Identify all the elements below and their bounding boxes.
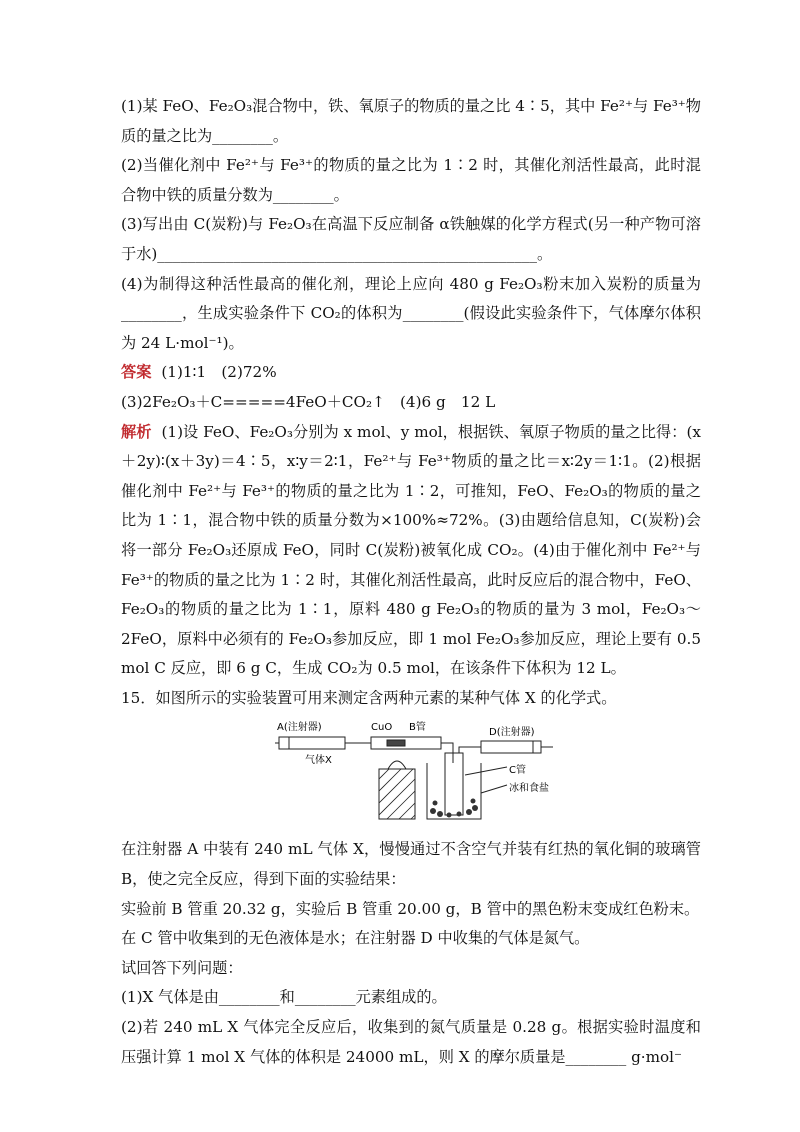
flame-icon <box>388 761 406 769</box>
tube-c <box>445 753 463 815</box>
q15-para-2: 实验前 B 管重 20.32 g，实验后 B 管重 20.00 g，B 管中的黑色粉末变成红色粉末。 <box>121 899 700 918</box>
label-gas-x: 气体X <box>305 755 332 767</box>
label-tube-c: C管 <box>509 765 526 777</box>
explanation-label: 解析 <box>121 422 152 441</box>
q15-stem: 15．如图所示的实验装置可用来测定含两种元素的某种气体 X 的化学式。 <box>121 688 617 707</box>
label-cuo: CuO <box>371 722 393 734</box>
q14-part1: (1)某 FeO、Fe₂O₃混合物中，铁、氧原子的物质的量之比 4∶5，其中 Fe²⁺与 Fe³⁺物质的量之比为________。 <box>121 97 701 145</box>
q15-para-1: 在注射器 A 中装有 240 mL 气体 X，慢慢通过不含空气并装有红热的氧化铜的玻璃管 B，使之完全反应，得到下面的实验结果： <box>121 840 701 889</box>
burner-stand <box>379 769 415 819</box>
document-page <box>121 92 701 1072</box>
q14-part4: (4)为制得这种活性最高的催化剂，理论上应向 480 g Fe₂O₃粉末加入炭粉的质量为________，生成实验条件下 CO₂的体积为________(假设此实验条件下，气体摩尔体积为 24 L·mol⁻¹)。 <box>121 274 701 352</box>
tube-b <box>371 737 441 749</box>
q15-part2: (2)若 240 mL X 气体完全反应后，收集到的氮气质量是 0.28 g。根据实验时温度和压强计算 1 mol X 气体的体积是 24000 mL，则 X 的摩尔质量是________ g·mol⁻ <box>121 1018 701 1066</box>
syringe-d-barrel <box>481 741 541 753</box>
label-tube-b: B管 <box>409 722 426 734</box>
q15-para-3: 在 C 管中收集到的无色液体是水；在注射器 D 中收集的气体是氮气。 <box>121 929 590 948</box>
q15-part1: (1)X 气体是由________和________元素组成的。 <box>121 988 447 1007</box>
q14-part2: (2)当催化剂中 Fe²⁺与 Fe³⁺的物质的量之比为 1∶2 时，其催化剂活性最高，此时混合物中铁的质量分数为________。 <box>121 156 701 204</box>
answer-text-1: (1)1∶1 (2)72% <box>161 363 277 382</box>
answer-line-1 <box>121 358 701 388</box>
q15-para-4: 试回答下列问题： <box>121 958 243 977</box>
apparatus-diagram <box>275 715 555 827</box>
apparatus-figure <box>121 715 701 829</box>
label-syringe-a: A(注射器) <box>277 722 322 734</box>
label-syringe-d: D(注射器) <box>489 727 535 739</box>
answer-label: 答案 <box>121 363 152 382</box>
explanation-text: (1)设 FeO、Fe₂O₃分别为 x mol、y mol，根据铁、氧原子物质的量之比得：(x＋2y)∶(x＋3y)＝4∶5，x∶y＝2∶1，Fe²⁺与 Fe³⁺物质的量之比＝x∶2y＝1∶1。(2)根据催化剂中 Fe²⁺与 Fe³⁺的物质的量之比为 1∶2，可推知，FeO、Fe₂O₃的物质的量之比为 1∶1，混合物中铁的质量分数为×100%≈72%。(3)由题给信息知，C(炭粉)会将一部分 Fe₂O₃还原成 FeO，同时 C(炭粉)被氧化成 CO₂。(4)由于催化剂中 Fe²⁺与 Fe³⁺的物质的量之比为 1∶2 时，其催化剂活性最高，此时反应后的混合物中，FeO、Fe₂O₃的物质的量之比为 1∶1，原料 480 g Fe₂O₃的物质的量为 3 mol，Fe₂O₃～2FeO，原料中必须有的 Fe₂O₃参加反应，即 1 mol Fe₂O₃参加反应，理论上要有 0.5 mol C 反应，即 6 g C，生成 CO₂为 0.5 mol，在该条件下体积为 12 L。 <box>121 422 702 678</box>
answer-line-2: (3)2Fe₂O₃＋C=====4FeO＋CO₂↑ (4)6 g 12 L <box>121 392 496 411</box>
q14-part3: (3)写出由 C(炭粉)与 Fe₂O₃在高温下反应制备 α铁触媒的化学方程式(另一种产物可溶于水)__________________________________________________。 <box>121 215 701 263</box>
cuo-powder <box>387 740 405 746</box>
explanation <box>121 418 701 684</box>
label-ice-salt: 冰和食盐 <box>509 783 549 795</box>
